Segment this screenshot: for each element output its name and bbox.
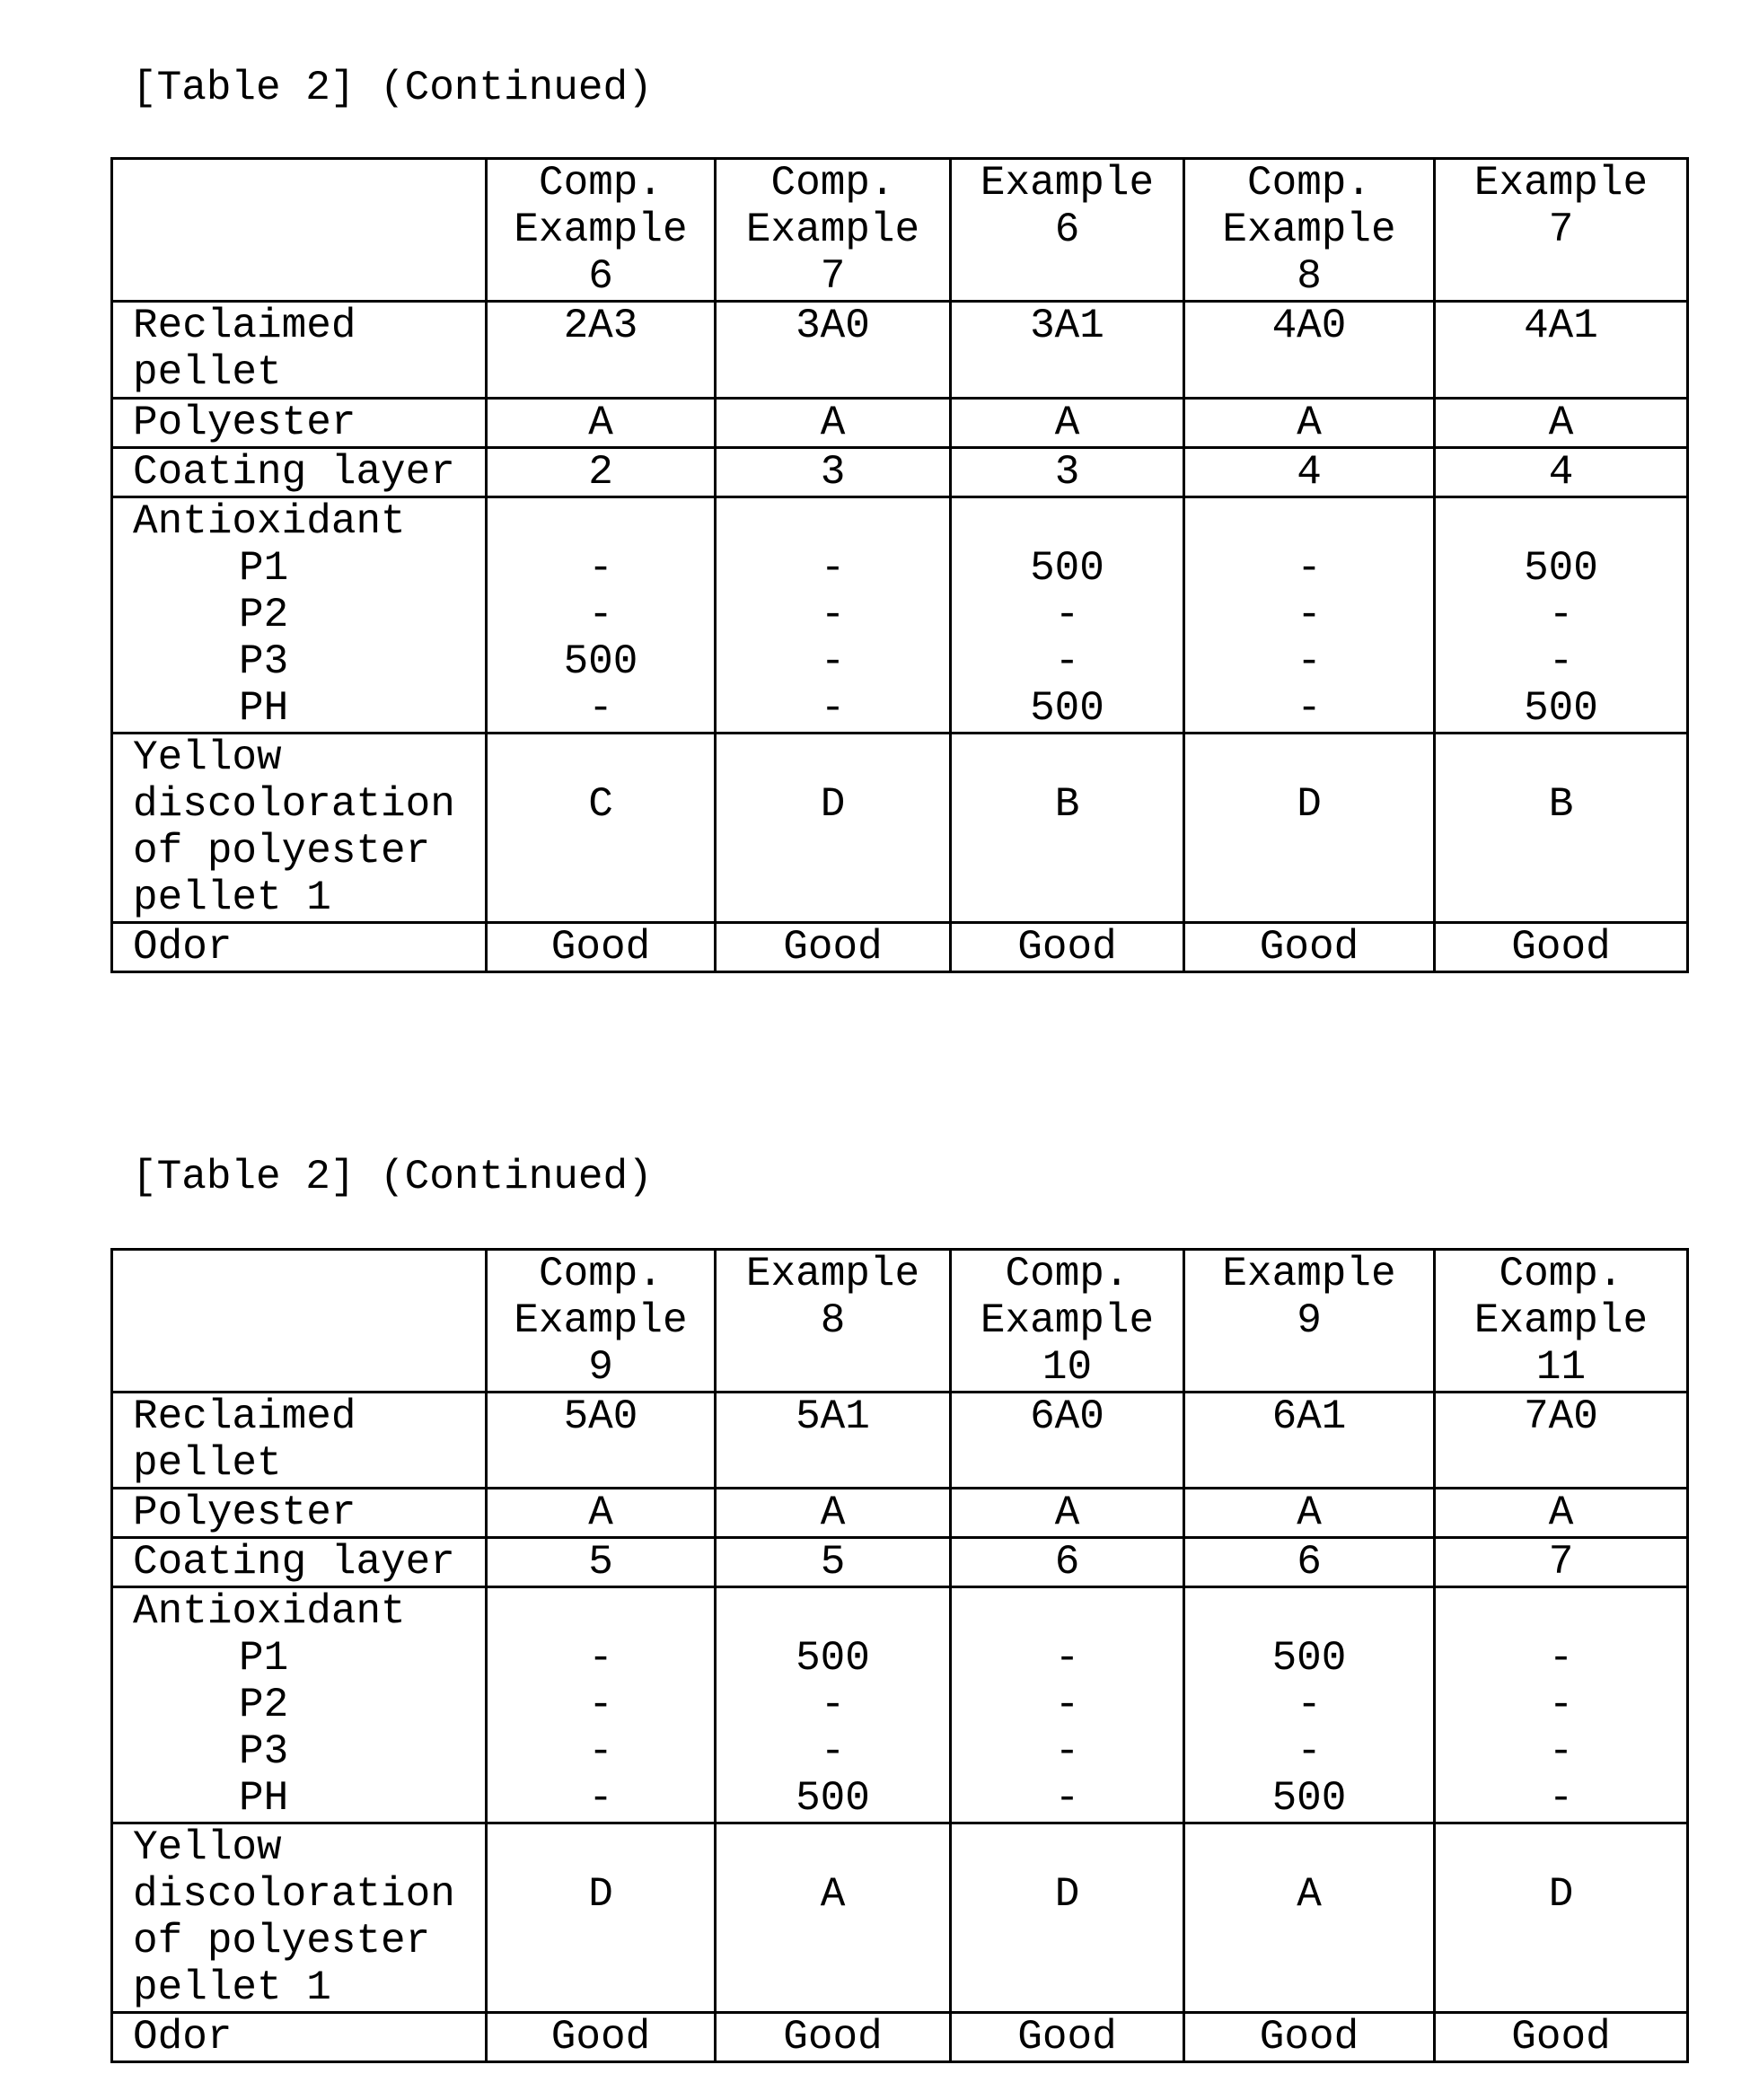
cell: 7 <box>1435 1538 1688 1587</box>
cell: A <box>487 399 716 448</box>
cell: A <box>1435 1489 1688 1538</box>
cell: - - - - <box>1184 497 1435 734</box>
row-label: Polyester <box>112 399 487 448</box>
row-label: Polyester <box>112 1489 487 1538</box>
cell: 6 <box>951 1538 1184 1587</box>
column-header: Comp. Example 9 <box>487 1250 716 1393</box>
row-polyester <box>112 1489 1688 1538</box>
cell: - - - - <box>487 1587 716 1823</box>
cell: 5 <box>716 1538 951 1587</box>
row-label: Reclaimed pellet <box>112 302 487 399</box>
column-header: Comp. Example 11 <box>1435 1250 1688 1393</box>
row-yellow-discoloration <box>112 1823 1688 2013</box>
cell: 500 - - 500 <box>951 497 1184 734</box>
cell: Good <box>1184 923 1435 972</box>
cell: Good <box>716 2013 951 2062</box>
results-table <box>110 157 1689 973</box>
header-row <box>112 1250 1688 1393</box>
cell: - - - - <box>1435 1587 1688 1823</box>
cell: Good <box>951 923 1184 972</box>
table-caption: [Table 2] (Continued) <box>132 65 653 111</box>
row-antioxidant <box>112 1587 1688 1823</box>
cell: Good <box>1184 2013 1435 2062</box>
row-antioxidant <box>112 497 1688 734</box>
cell: D <box>716 734 951 923</box>
row-label: Odor <box>112 2013 487 2062</box>
cell: 4 <box>1184 448 1435 497</box>
cell: 500 - - 500 <box>1435 497 1688 734</box>
row-label: Odor <box>112 923 487 972</box>
cell: Good <box>1435 2013 1688 2062</box>
row-polyester <box>112 399 1688 448</box>
cell: 6A1 <box>1184 1393 1435 1489</box>
cell: - - - - <box>951 1587 1184 1823</box>
cell: 6A0 <box>951 1393 1184 1489</box>
cell: A <box>716 1823 951 2013</box>
column-header: Example 6 <box>951 159 1184 302</box>
cell: - - - - <box>716 497 951 734</box>
cell: 2 <box>487 448 716 497</box>
row-reclaimed-pellet <box>112 302 1688 399</box>
cell: 4 <box>1435 448 1688 497</box>
cell: 4A1 <box>1435 302 1688 399</box>
column-header: Comp. Example 7 <box>716 159 951 302</box>
row-coating-layer <box>112 448 1688 497</box>
row-label: Yellow discoloration of polyester pellet 1 <box>112 734 487 923</box>
column-header: Example 7 <box>1435 159 1688 302</box>
cell: C <box>487 734 716 923</box>
cell: A <box>1184 1489 1435 1538</box>
row-odor <box>112 923 1688 972</box>
row-label: Antioxidant P1 P2 P3 PH <box>112 497 487 734</box>
cell: B <box>1435 734 1688 923</box>
cell: A <box>716 399 951 448</box>
cell: 2A3 <box>487 302 716 399</box>
cell: Good <box>487 2013 716 2062</box>
row-yellow-discoloration <box>112 734 1688 923</box>
results-table <box>110 1248 1689 2063</box>
row-label: Antioxidant P1 P2 P3 PH <box>112 1587 487 1823</box>
cell: Good <box>487 923 716 972</box>
cell: A <box>1184 399 1435 448</box>
cell: A <box>487 1489 716 1538</box>
table-caption: [Table 2] (Continued) <box>132 1154 653 1200</box>
column-header: Comp. Example 6 <box>487 159 716 302</box>
row-label: Coating layer <box>112 448 487 497</box>
cell: - - 500 - <box>487 497 716 734</box>
cell: A <box>1435 399 1688 448</box>
cell: 6 <box>1184 1538 1435 1587</box>
cell: A <box>951 1489 1184 1538</box>
column-header: Comp. Example 8 <box>1184 159 1435 302</box>
column-header: Comp. Example 10 <box>951 1250 1184 1393</box>
cell: D <box>487 1823 716 2013</box>
corner-cell <box>112 1250 487 1393</box>
cell: 7A0 <box>1435 1393 1688 1489</box>
cell: D <box>951 1823 1184 2013</box>
cell: 3 <box>716 448 951 497</box>
cell: A <box>716 1489 951 1538</box>
cell: A <box>951 399 1184 448</box>
cell: Good <box>1435 923 1688 972</box>
row-reclaimed-pellet <box>112 1393 1688 1489</box>
cell: 5A0 <box>487 1393 716 1489</box>
cell: 500 - - 500 <box>1184 1587 1435 1823</box>
cell: B <box>951 734 1184 923</box>
cell: 4A0 <box>1184 302 1435 399</box>
row-coating-layer <box>112 1538 1688 1587</box>
column-header: Example 9 <box>1184 1250 1435 1393</box>
cell: Good <box>951 2013 1184 2062</box>
row-label: Reclaimed pellet <box>112 1393 487 1489</box>
cell: D <box>1184 734 1435 923</box>
header-row <box>112 159 1688 302</box>
corner-cell <box>112 159 487 302</box>
cell: A <box>1184 1823 1435 2013</box>
cell: 5 <box>487 1538 716 1587</box>
row-odor <box>112 2013 1688 2062</box>
cell: 3 <box>951 448 1184 497</box>
cell: 3A0 <box>716 302 951 399</box>
cell: 5A1 <box>716 1393 951 1489</box>
column-header: Example 8 <box>716 1250 951 1393</box>
row-label: Yellow discoloration of polyester pellet 1 <box>112 1823 487 2013</box>
cell: Good <box>716 923 951 972</box>
row-label: Coating layer <box>112 1538 487 1587</box>
cell: D <box>1435 1823 1688 2013</box>
cell: 3A1 <box>951 302 1184 399</box>
cell: 500 - - 500 <box>716 1587 951 1823</box>
